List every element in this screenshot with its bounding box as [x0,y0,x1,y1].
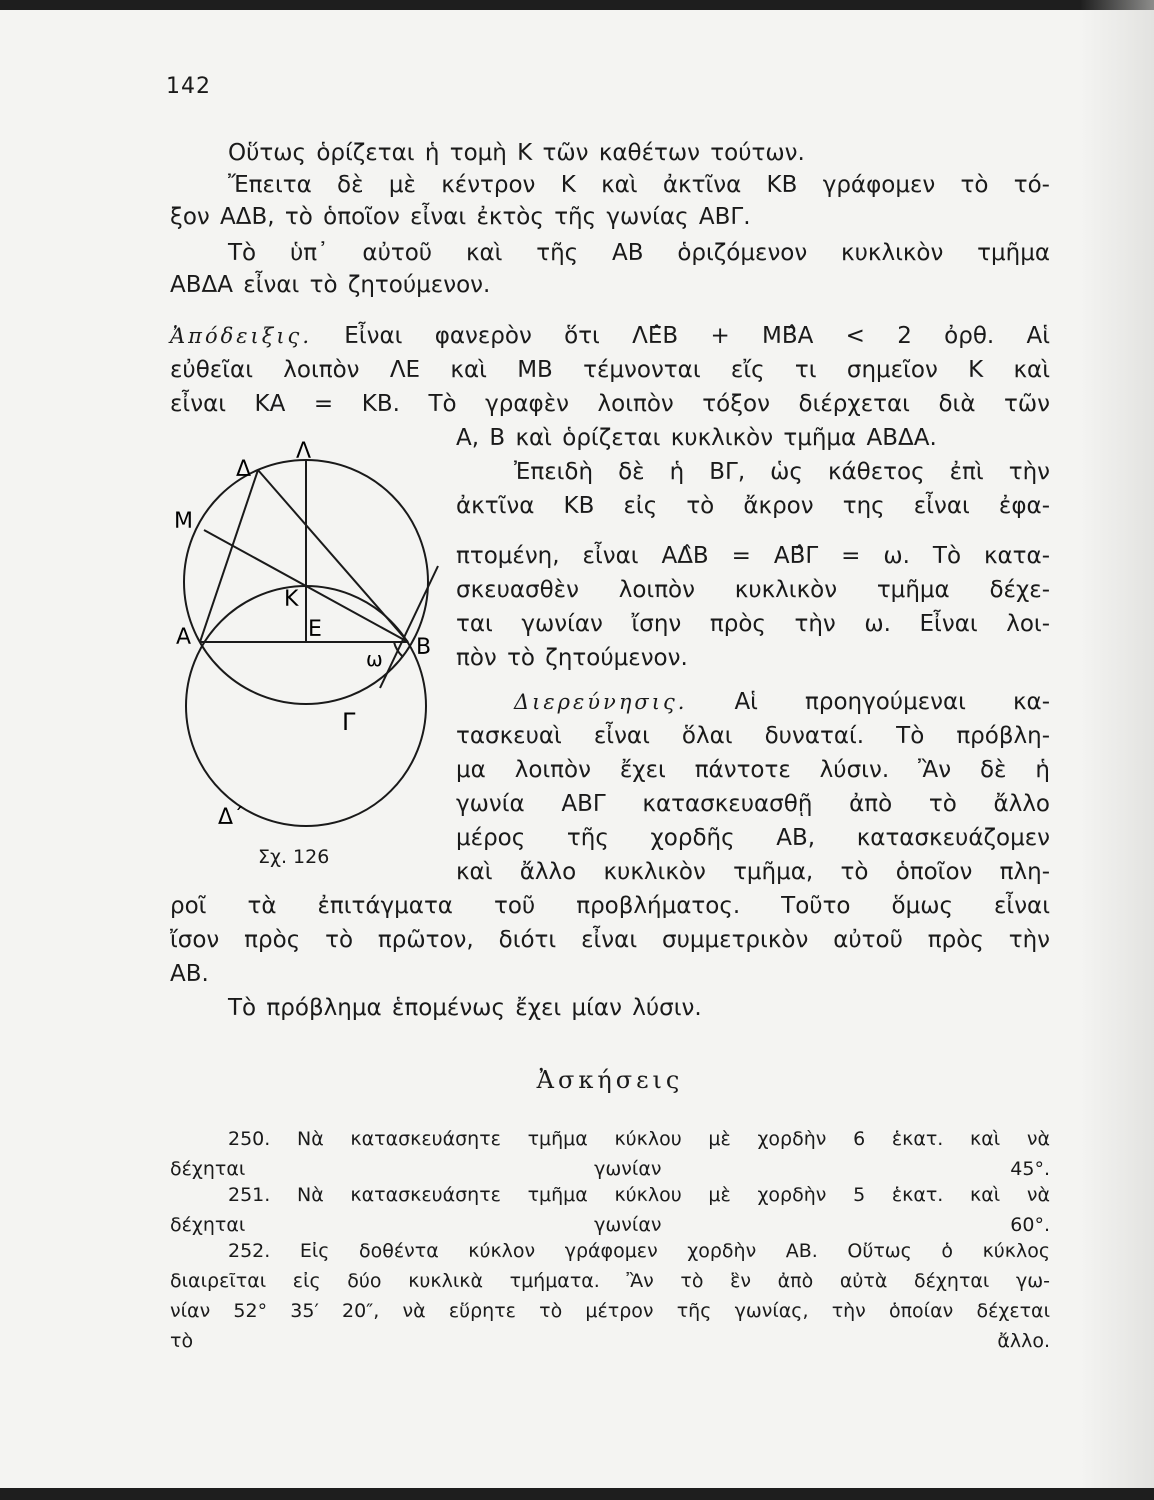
discussion-line-6: καὶ ἄλλο κυκλικὸν τμῆμα, τὸ ὁποῖον πλη- [456,859,1050,885]
page-number: 142 [166,74,211,99]
scan-shadow [1080,0,1154,1500]
discussion-line-7: ροῖ τὰ ἐπιτάγματα τοῦ προβλήματος. Τοῦτο ὅμως εἶναι [170,893,1050,919]
figure-caption: Σχ. 126 [258,846,330,868]
paragraph-3-line-1: Τὸ ὑπ᾽ αὐτοῦ καὶ τῆς ΑΒ ὁριζόμενον κυκλικὸν τμῆμα [228,240,1050,266]
discussion-label: Διερεύνησις. [514,690,688,714]
proof-line-10: πὸν τὸ ζητούμενον. [456,645,688,671]
discussion-line-3: μα λοιπὸν ἔχει πάντοτε λύσιν. Ἂν δὲ ἡ [456,757,1050,783]
paragraph-3-line-2: ΑΒΔΑ εἶναι τὸ ζητούμενον. [170,272,491,298]
exercise-252-line-3: νίαν 52° 35′ 20″, νὰ εὕρητε τὸ μέτρον τῆς γωνίας, τὴν ὁποίαν δέχεται [170,1300,1050,1322]
paragraph-2-line-1: Ἔπειτα δὲ μὲ κέντρον Κ καὶ ἀκτῖνα ΚΒ γράφομεν τὸ τό- [228,172,1050,198]
exercise-252-line-4: τὸ ἄλλο. [170,1330,1050,1352]
label-omega: ω [366,647,383,671]
figure-drawing [166,440,456,880]
proof-line-5: Ἐπειδὴ δὲ ἡ ΒΓ, ὡς κάθετος ἐπὶ τὴν [514,459,1050,485]
exercise-251-line-2: δέχηται γωνίαν 60°. [170,1214,1050,1236]
paragraph-2-line-2: ξον ΑΔΒ, τὸ ὁποῖον εἶναι ἐκτὸς τῆς γωνίας ΑΒΓ. [170,204,751,230]
label-gamma: Γ [342,708,356,736]
proof-line-7: πτομένη, εἶναι ΑΔ̂Β = ΑΒ̂Γ = ω. Τὸ κατα- [456,543,1050,569]
proof-line-1 [170,320,1050,352]
exercise-250-line-2: δέχηται γωνίαν 45°. [170,1158,1050,1180]
tangent-b [380,566,438,688]
conclusion: Τὸ πρόβλημα ἑπομένως ἔχει μίαν λύσιν. [228,995,702,1021]
discussion-line-2: τασκευαὶ εἶναι ὅλαι δυναταί. Τὸ πρόβλη- [456,723,1050,749]
label-alpha: Α [176,625,192,650]
scan-edge-bottom [0,1488,1154,1500]
label-kappa: Κ [284,587,299,612]
scan-edge-top [0,0,1154,10]
proof-line-9: ται γωνίαν ἴσην πρὸς τὴν ω. Εἶναι λοι- [456,611,1050,637]
exercise-252-line-1: 252. Εἰς δοθέντα κύκλον γράφομεν χορδὴν ΑΒ. Οὕτως ὁ κύκλος [228,1240,1050,1262]
label-lambda: Λ [296,440,312,464]
proof-line-1-text: Εἶναι φανερὸν ὅτι ΛΕ̂Β + ΜΒ̂Α < 2 ὀρθ. Αἱ [344,323,1051,349]
paragraph-1: Οὕτως ὁρίζεται ἡ τομὴ Κ τῶν καθέτων τούτων. [228,140,805,166]
line-delta-b [258,470,408,642]
label-delta: Δ [236,457,252,482]
discussion-line-9: ΑΒ. [170,961,209,987]
label-beta: Β [416,635,432,660]
label-epsilon: Ε [308,617,322,642]
proof-line-3: εἶναι ΚΑ = ΚΒ. Τὸ γραφὲν λοιπὸν τόξον διέρχεται διὰ τῶν [170,391,1050,417]
proof-line-6: ἀκτῖνα ΚΒ εἰς τὸ ἄκρον της εἶναι ἐφα- [456,493,1050,519]
proof-line-4: Α, Β καὶ ὁρίζεται κυκλικὸν τμῆμα ΑΒΔΑ. [456,425,937,451]
discussion-line-4: γωνία ΑΒΓ κατασκευασθῇ ἀπὸ τὸ ἄλλο [456,791,1050,817]
discussion-line-1-text: Αἱ προηγούμεναι κα- [734,689,1050,715]
proof-line-2: εὐθεῖαι λοιπὸν ΛΕ καὶ ΜΒ τέμνονται εἴς τι σημεῖον Κ καὶ [170,357,1050,383]
proof-line-8: σκευασθὲν λοιπὸν κυκλικὸν τμῆμα δέχε- [456,577,1050,603]
discussion-line-8: ἴσον πρὸς τὸ πρῶτον, διότι εἶναι συμμετρικὸν αὐτοῦ πρὸς τὴν [170,927,1050,953]
exercise-250-line-1: 250. Νὰ κατασκευάσητε τμῆμα κύκλου μὲ χορδὴν 6 ἑκατ. καὶ νὰ [228,1128,1050,1150]
label-mu: Μ [174,509,193,534]
discussion-line-5: μέρος τῆς χορδῆς ΑΒ, κατασκευάζομεν [456,825,1050,851]
exercises-heading: Ἀσκήσεις [536,1066,684,1094]
geometry-figure [166,440,456,880]
label-delta-prime: Δ΄ [218,805,245,830]
exercise-251-line-1: 251. Νὰ κατασκευάσητε τμῆμα κύκλου μὲ χορδὴν 5 ἑκατ. καὶ νὰ [228,1184,1050,1206]
proof-label: Ἀπόδειξις. [170,324,312,348]
discussion-line-1 [514,686,1050,718]
exercise-252-line-2: διαιρεῖται εἰς δύο κυκλικὰ τμήματα. Ἂν τὸ ἓν ἀπὸ αὐτὰ δέχηται γω- [170,1270,1050,1292]
